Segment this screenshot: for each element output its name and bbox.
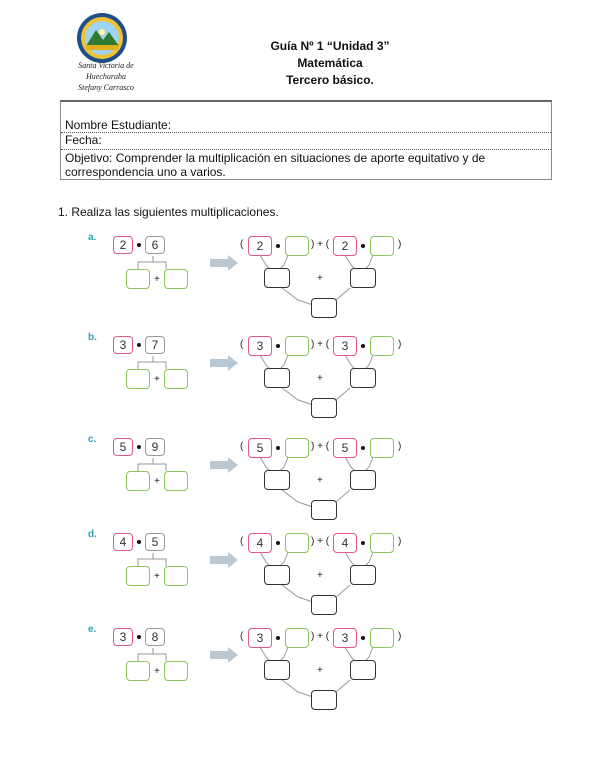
total-box[interactable]	[311, 690, 337, 710]
guide-subject: Matemática	[297, 56, 363, 70]
plus-sign: +	[317, 665, 323, 676]
guide-title: Guía Nº 1 “Unidad 3”	[270, 39, 390, 53]
partial-product-box[interactable]	[350, 565, 376, 585]
problem-label: e.	[88, 624, 97, 635]
factor-a: 2	[113, 236, 133, 254]
multiply-dot	[276, 344, 280, 348]
problem-b	[88, 332, 418, 428]
total-box[interactable]	[311, 298, 337, 318]
blank-box[interactable]	[370, 336, 394, 356]
connector	[153, 362, 166, 369]
connector	[345, 552, 355, 566]
factor-a-copy: 3	[248, 628, 272, 648]
connector	[280, 552, 288, 566]
connector	[280, 255, 288, 269]
answer-box[interactable]	[126, 471, 150, 491]
multiply-dot	[361, 446, 365, 450]
connector	[153, 559, 166, 566]
plus-sign: +	[317, 570, 323, 581]
factor-a: 3	[113, 336, 133, 354]
connector	[138, 458, 153, 471]
blank-box[interactable]	[285, 533, 309, 553]
connector	[280, 647, 288, 661]
arrow-icon	[210, 457, 238, 473]
close-paren: )	[398, 536, 402, 547]
factor-b: 5	[145, 533, 165, 551]
plus-sign: +	[154, 274, 160, 285]
factor-a-copy: 3	[333, 628, 357, 648]
connector	[153, 262, 166, 269]
connector	[280, 457, 288, 471]
arrow-icon	[210, 552, 238, 568]
sum-join: ) + (	[311, 441, 330, 452]
sum-join: ) + (	[311, 536, 330, 547]
answer-box[interactable]	[164, 566, 188, 586]
blank-box[interactable]	[285, 628, 309, 648]
connector	[138, 648, 153, 661]
guide-header	[230, 38, 430, 89]
connector	[260, 355, 270, 369]
close-paren: )	[398, 239, 402, 250]
factor-b: 6	[145, 236, 165, 254]
multiply-dot	[361, 636, 365, 640]
connector	[280, 355, 288, 369]
objective-text: Objetivo: Comprender la multiplicación en situaciones de aporte equitativo y de correspondencia uno a varios.	[65, 151, 486, 179]
answer-box[interactable]	[126, 661, 150, 681]
factor-a-copy: 2	[248, 236, 272, 256]
answer-box[interactable]	[126, 369, 150, 389]
multiply-dot	[137, 540, 141, 544]
connector	[365, 647, 373, 661]
problem-e	[88, 624, 418, 720]
problem-c	[88, 434, 418, 530]
multiply-dot	[137, 343, 141, 347]
plus-sign: +	[154, 571, 160, 582]
answer-box[interactable]	[126, 269, 150, 289]
problem-label: a.	[88, 232, 97, 243]
student-name-field[interactable]: Nombre Estudiante:	[65, 118, 172, 132]
open-paren: (	[240, 239, 244, 250]
plus-sign: +	[317, 373, 323, 384]
connector	[345, 355, 355, 369]
connector	[153, 464, 166, 471]
answer-box[interactable]	[126, 566, 150, 586]
multiply-dot	[361, 541, 365, 545]
question-1: 1. Realiza las siguientes multiplicaciones.	[58, 205, 279, 219]
connector	[365, 355, 373, 369]
connector	[153, 654, 166, 661]
connector	[345, 647, 355, 661]
partial-product-box[interactable]	[350, 660, 376, 680]
problem-label: d.	[88, 529, 97, 540]
connector	[260, 552, 270, 566]
partial-product-box[interactable]	[264, 565, 290, 585]
multiply-dot	[276, 446, 280, 450]
close-paren: )	[398, 631, 402, 642]
multiply-dot	[137, 243, 141, 247]
blank-box[interactable]	[285, 236, 309, 256]
answer-box[interactable]	[164, 471, 188, 491]
connector	[260, 647, 270, 661]
connector	[345, 255, 355, 269]
blank-box[interactable]	[285, 438, 309, 458]
connector	[138, 356, 153, 369]
answer-box[interactable]	[164, 269, 188, 289]
factor-a: 5	[113, 438, 133, 456]
blank-box[interactable]	[370, 236, 394, 256]
connector	[138, 553, 153, 566]
answer-box[interactable]	[164, 661, 188, 681]
factor-b: 7	[145, 336, 165, 354]
close-paren: )	[398, 441, 402, 452]
multiply-dot	[137, 635, 141, 639]
factor-a: 3	[113, 628, 133, 646]
student-info-box	[60, 100, 552, 180]
plus-sign: +	[154, 666, 160, 677]
factor-a-copy: 2	[333, 236, 357, 256]
problem-label: b.	[88, 332, 97, 343]
multiply-dot	[276, 244, 280, 248]
sum-join: ) + (	[311, 239, 330, 250]
date-field[interactable]: Fecha:	[65, 133, 102, 147]
blank-box[interactable]	[370, 533, 394, 553]
open-paren: (	[240, 631, 244, 642]
multiply-dot	[361, 244, 365, 248]
partial-product-box[interactable]	[264, 470, 290, 490]
connector	[365, 457, 373, 471]
open-paren: (	[240, 441, 244, 452]
open-paren: (	[240, 536, 244, 547]
connector	[260, 255, 270, 269]
partial-product-box[interactable]	[350, 368, 376, 388]
plus-sign: +	[154, 476, 160, 487]
multiply-dot	[276, 636, 280, 640]
factor-a-copy: 4	[248, 533, 272, 553]
partial-product-box[interactable]	[350, 470, 376, 490]
factor-a-copy: 5	[248, 438, 272, 458]
partial-product-box[interactable]	[264, 368, 290, 388]
total-box[interactable]	[311, 595, 337, 615]
connector	[365, 552, 373, 566]
answer-box[interactable]	[164, 369, 188, 389]
factor-a: 4	[113, 533, 133, 551]
factor-a-copy: 3	[248, 336, 272, 356]
sum-join: ) + (	[311, 339, 330, 350]
school-name: Santa Victoria de Huechuraba Stefany Carrasco	[78, 61, 134, 92]
connector	[138, 256, 153, 269]
blank-box[interactable]	[370, 628, 394, 648]
partial-product-box[interactable]	[264, 660, 290, 680]
partial-product-box[interactable]	[264, 268, 290, 288]
factor-b: 9	[145, 438, 165, 456]
factor-a-copy: 4	[333, 533, 357, 553]
blank-box[interactable]	[370, 438, 394, 458]
partial-product-box[interactable]	[350, 268, 376, 288]
plus-sign: +	[154, 374, 160, 385]
plus-sign: +	[317, 475, 323, 486]
arrow-icon	[210, 355, 238, 371]
factor-a-copy: 5	[333, 438, 357, 458]
problem-a	[88, 232, 418, 328]
school-logo	[76, 12, 128, 64]
problem-label: c.	[88, 434, 97, 445]
close-paren: )	[398, 339, 402, 350]
connector	[345, 457, 355, 471]
multiply-dot	[361, 344, 365, 348]
problem-d	[88, 529, 418, 625]
factor-b: 8	[145, 628, 165, 646]
blank-box[interactable]	[285, 336, 309, 356]
guide-level: Tercero básico.	[286, 73, 374, 87]
total-box[interactable]	[311, 398, 337, 418]
plus-sign: +	[317, 273, 323, 284]
arrow-icon	[210, 255, 238, 271]
open-paren: (	[240, 339, 244, 350]
factor-a-copy: 3	[333, 336, 357, 356]
connector	[365, 255, 373, 269]
connector	[260, 457, 270, 471]
arrow-icon	[210, 647, 238, 663]
multiply-dot	[276, 541, 280, 545]
multiply-dot	[137, 445, 141, 449]
total-box[interactable]	[311, 500, 337, 520]
sum-join: ) + (	[311, 631, 330, 642]
